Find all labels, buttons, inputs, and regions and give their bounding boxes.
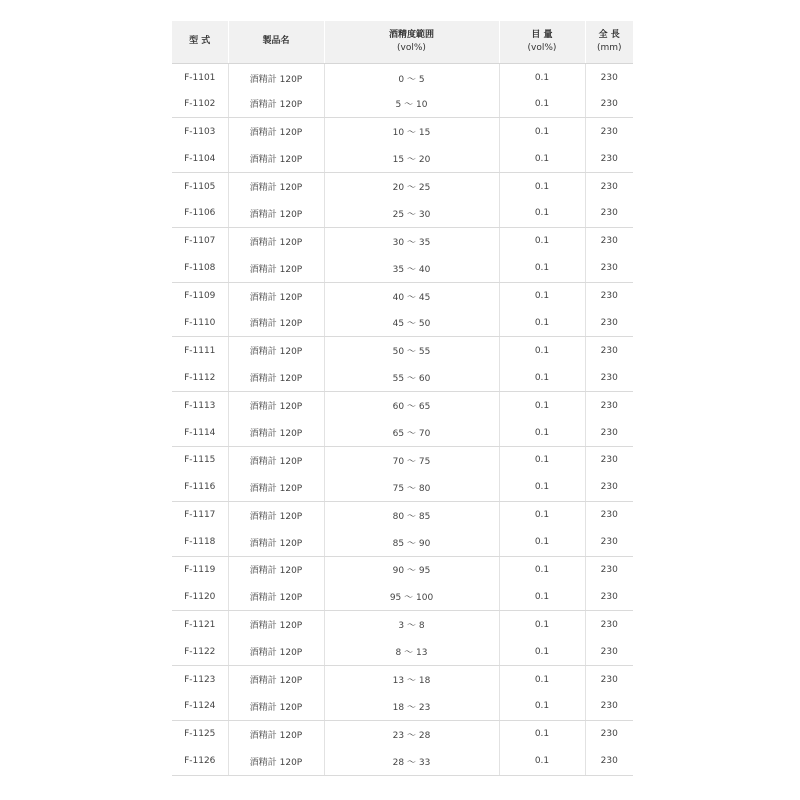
cell-division: 0.1 bbox=[499, 200, 585, 227]
table-header-row bbox=[172, 21, 633, 63]
cell-name: 酒精計 120P bbox=[228, 364, 324, 391]
table-row bbox=[172, 419, 633, 446]
cell-model: F-1118 bbox=[172, 529, 228, 556]
cell-model: F-1117 bbox=[172, 501, 228, 528]
cell-range: 95 ～ 100 bbox=[324, 583, 499, 610]
cell-length: 230 bbox=[600, 73, 618, 84]
table-row bbox=[172, 310, 633, 337]
cell-range: 30 ～ 35 bbox=[324, 227, 499, 254]
cell-range: 90 ～ 95 bbox=[324, 556, 499, 583]
cell-range: 85 ～ 90 bbox=[324, 529, 499, 556]
cell-length: 230 bbox=[600, 619, 618, 630]
cell-range: 65 ～ 70 bbox=[324, 419, 499, 446]
cell-length: 230 bbox=[600, 126, 618, 137]
cell-range: 20 ～ 25 bbox=[324, 173, 499, 200]
cell-length: 230 bbox=[585, 90, 633, 117]
cell-length: 230 bbox=[585, 145, 633, 172]
table-row bbox=[172, 446, 633, 473]
table-row bbox=[172, 200, 633, 227]
cell-division: 0.1 bbox=[499, 310, 585, 337]
cell-range: 80 ～ 85 bbox=[324, 501, 499, 528]
cell-length: 230 bbox=[600, 564, 618, 575]
cell-model: F-1108 bbox=[172, 255, 228, 282]
table-row bbox=[172, 282, 633, 309]
table-row bbox=[172, 556, 633, 583]
cell-division: 0.1 bbox=[499, 638, 585, 665]
cell-name: 酒精計 120P bbox=[228, 63, 324, 90]
cell-length: 230 bbox=[585, 310, 633, 337]
cell-range: 3 ～ 8 bbox=[324, 611, 499, 638]
header-range-line1: 酒精度範囲 bbox=[388, 29, 434, 40]
cell-length: 230 bbox=[585, 419, 633, 446]
cell-name: 酒精計 120P bbox=[228, 419, 324, 446]
cell-length: 230 bbox=[585, 364, 633, 391]
cell-model: F-1101 bbox=[172, 63, 228, 90]
cell-division: 0.1 bbox=[499, 173, 585, 200]
cell-name: 酒精計 120P bbox=[228, 638, 324, 665]
cell-division: 0.1 bbox=[499, 364, 585, 391]
cell-range: 70 ～ 75 bbox=[324, 446, 499, 473]
cell-model: F-1119 bbox=[172, 556, 228, 583]
table-row bbox=[172, 611, 633, 638]
cell-length: 230 bbox=[600, 510, 618, 521]
cell-model: F-1105 bbox=[172, 173, 228, 200]
header-division-line2: (vol%) bbox=[527, 42, 557, 53]
cell-division: 0.1 bbox=[499, 693, 585, 720]
cell-range: 55 ～ 60 bbox=[324, 364, 499, 391]
cell-length: 230 bbox=[585, 583, 633, 610]
cell-range: 15 ～ 20 bbox=[324, 145, 499, 172]
cell-model: F-1116 bbox=[172, 474, 228, 501]
cell-model: F-1125 bbox=[172, 720, 228, 747]
cell-length: 230 bbox=[585, 748, 633, 775]
cell-length: 230 bbox=[600, 236, 618, 247]
cell-division: 0.1 bbox=[499, 474, 585, 501]
table-row bbox=[172, 583, 633, 610]
header-division bbox=[499, 21, 585, 63]
cell-division: 0.1 bbox=[499, 63, 585, 90]
cell-division: 0.1 bbox=[499, 255, 585, 282]
cell-range: 10 ～ 15 bbox=[324, 118, 499, 145]
table-row bbox=[172, 666, 633, 693]
cell-length: 230 bbox=[600, 345, 618, 356]
cell-range: 23 ～ 28 bbox=[324, 720, 499, 747]
cell-name: 酒精計 120P bbox=[228, 392, 324, 419]
cell-model: F-1111 bbox=[172, 337, 228, 364]
cell-name: 酒精計 120P bbox=[228, 282, 324, 309]
cell-name: 酒精計 120P bbox=[228, 474, 324, 501]
cell-model: F-1122 bbox=[172, 638, 228, 665]
cell-model: F-1106 bbox=[172, 200, 228, 227]
cell-length: 230 bbox=[600, 400, 618, 411]
cell-range: 8 ～ 13 bbox=[324, 638, 499, 665]
cell-range: 40 ～ 45 bbox=[324, 282, 499, 309]
cell-length: 230 bbox=[585, 529, 633, 556]
cell-model: F-1123 bbox=[172, 666, 228, 693]
header-length bbox=[585, 21, 633, 63]
table-row bbox=[172, 227, 633, 254]
table-row bbox=[172, 748, 633, 775]
cell-division: 0.1 bbox=[499, 145, 585, 172]
cell-model: F-1104 bbox=[172, 145, 228, 172]
cell-length: 230 bbox=[585, 638, 633, 665]
table-row bbox=[172, 474, 633, 501]
cell-name: 酒精計 120P bbox=[228, 200, 324, 227]
cell-model: F-1102 bbox=[172, 90, 228, 117]
cell-name: 酒精計 120P bbox=[228, 227, 324, 254]
cell-length: 230 bbox=[600, 181, 618, 192]
cell-range: 35 ～ 40 bbox=[324, 255, 499, 282]
table-row bbox=[172, 364, 633, 391]
cell-range: 28 ～ 33 bbox=[324, 748, 499, 775]
cell-division: 0.1 bbox=[499, 392, 585, 419]
table-row bbox=[172, 90, 633, 117]
cell-division: 0.1 bbox=[499, 446, 585, 473]
cell-division: 0.1 bbox=[499, 529, 585, 556]
cell-division: 0.1 bbox=[499, 720, 585, 747]
header-division-line1: 目 量 bbox=[531, 29, 553, 40]
cell-name: 酒精計 120P bbox=[228, 583, 324, 610]
cell-division: 0.1 bbox=[499, 556, 585, 583]
table-row bbox=[172, 63, 633, 90]
cell-model: F-1103 bbox=[172, 118, 228, 145]
cell-name: 酒精計 120P bbox=[228, 666, 324, 693]
cell-length: 230 bbox=[600, 729, 618, 740]
cell-name: 酒精計 120P bbox=[228, 611, 324, 638]
header-length-line1: 全 長 bbox=[598, 29, 620, 40]
cell-name: 酒精計 120P bbox=[228, 337, 324, 364]
table-row bbox=[172, 529, 633, 556]
cell-length: 230 bbox=[585, 474, 633, 501]
header-model: 型 式 bbox=[172, 21, 228, 63]
cell-range: 13 ～ 18 bbox=[324, 666, 499, 693]
product-spec-table bbox=[172, 21, 633, 776]
cell-division: 0.1 bbox=[499, 118, 585, 145]
cell-name: 酒精計 120P bbox=[228, 529, 324, 556]
product-spec-table-container bbox=[172, 21, 633, 776]
cell-name: 酒精計 120P bbox=[228, 145, 324, 172]
cell-length: 230 bbox=[585, 693, 633, 720]
cell-model: F-1120 bbox=[172, 583, 228, 610]
cell-name: 酒精計 120P bbox=[228, 693, 324, 720]
cell-model: F-1113 bbox=[172, 392, 228, 419]
cell-name: 酒精計 120P bbox=[228, 720, 324, 747]
cell-name: 酒精計 120P bbox=[228, 118, 324, 145]
header-length-line2: (mm) bbox=[596, 42, 622, 53]
cell-model: F-1126 bbox=[172, 748, 228, 775]
cell-name: 酒精計 120P bbox=[228, 446, 324, 473]
cell-model: F-1114 bbox=[172, 419, 228, 446]
table-body bbox=[172, 63, 633, 775]
cell-model: F-1109 bbox=[172, 282, 228, 309]
cell-range: 75 ～ 80 bbox=[324, 474, 499, 501]
cell-range: 60 ～ 65 bbox=[324, 392, 499, 419]
table-row bbox=[172, 392, 633, 419]
table-row bbox=[172, 720, 633, 747]
cell-range: 50 ～ 55 bbox=[324, 337, 499, 364]
cell-length: 230 bbox=[585, 255, 633, 282]
cell-range: 18 ～ 23 bbox=[324, 693, 499, 720]
table-row bbox=[172, 693, 633, 720]
cell-length: 230 bbox=[600, 674, 618, 685]
cell-name: 酒精計 120P bbox=[228, 556, 324, 583]
cell-range: 25 ～ 30 bbox=[324, 200, 499, 227]
cell-range: 45 ～ 50 bbox=[324, 310, 499, 337]
table-row bbox=[172, 118, 633, 145]
cell-division: 0.1 bbox=[499, 583, 585, 610]
cell-division: 0.1 bbox=[499, 90, 585, 117]
cell-name: 酒精計 120P bbox=[228, 173, 324, 200]
table-row bbox=[172, 145, 633, 172]
cell-division: 0.1 bbox=[499, 227, 585, 254]
table-row bbox=[172, 501, 633, 528]
cell-division: 0.1 bbox=[499, 748, 585, 775]
cell-model: F-1115 bbox=[172, 446, 228, 473]
cell-division: 0.1 bbox=[499, 611, 585, 638]
cell-range: 0 ～ 5 bbox=[324, 63, 499, 90]
header-name: 製品名 bbox=[228, 21, 324, 63]
cell-division: 0.1 bbox=[499, 337, 585, 364]
cell-name: 酒精計 120P bbox=[228, 310, 324, 337]
header-range-line2: (vol%) bbox=[397, 42, 426, 53]
cell-division: 0.1 bbox=[499, 419, 585, 446]
table-row bbox=[172, 173, 633, 200]
cell-length: 230 bbox=[600, 455, 618, 466]
table-row bbox=[172, 638, 633, 665]
cell-name: 酒精計 120P bbox=[228, 90, 324, 117]
cell-name: 酒精計 120P bbox=[228, 255, 324, 282]
cell-model: F-1121 bbox=[172, 611, 228, 638]
header-range bbox=[324, 21, 499, 63]
cell-division: 0.1 bbox=[499, 666, 585, 693]
cell-model: F-1107 bbox=[172, 227, 228, 254]
cell-model: F-1124 bbox=[172, 693, 228, 720]
cell-division: 0.1 bbox=[499, 282, 585, 309]
table-row bbox=[172, 255, 633, 282]
cell-length: 230 bbox=[585, 200, 633, 227]
cell-length: 230 bbox=[600, 291, 618, 302]
cell-range: 5 ～ 10 bbox=[324, 90, 499, 117]
cell-model: F-1110 bbox=[172, 310, 228, 337]
table-row bbox=[172, 337, 633, 364]
cell-model: F-1112 bbox=[172, 364, 228, 391]
cell-name: 酒精計 120P bbox=[228, 748, 324, 775]
cell-name: 酒精計 120P bbox=[228, 501, 324, 528]
cell-division: 0.1 bbox=[499, 501, 585, 528]
